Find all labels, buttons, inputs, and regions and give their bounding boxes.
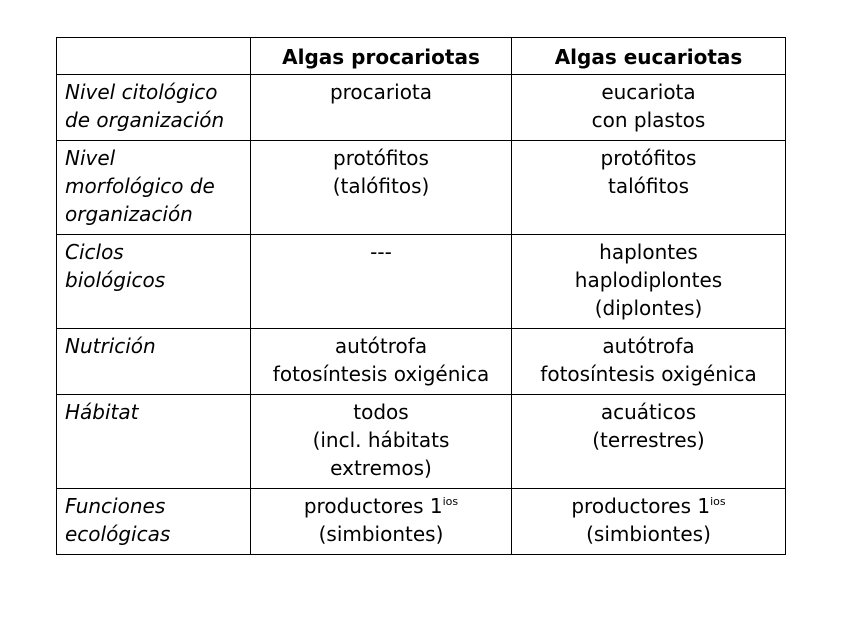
cell-line: autótrofa [602,334,695,358]
cell-line: protófitos [333,146,429,170]
cell-line: extremos) [330,456,432,480]
cell-line: haplontes [599,240,698,264]
cell-eucariotas [512,141,786,235]
cell-text: productores 1 [303,494,443,518]
cell-eucariotas [512,489,786,555]
row-label-line: biológicos [65,268,166,292]
cell-line: fotosíntesis oxigénica [540,362,757,386]
cell-line: protófitos [600,146,697,170]
table-row [57,329,786,395]
row-label-line: Nivel [65,146,116,170]
corner-cell [57,38,251,75]
cell-text: productores 1 [571,494,711,518]
cell-line: eucariota [601,80,696,104]
header-row [57,38,786,75]
cell-line [520,492,777,520]
row-label [57,395,251,489]
cell-procariotas [251,395,512,489]
cell-line: procariota [329,80,433,104]
row-label-line: Nutrición [65,334,156,358]
table-row [57,395,786,489]
cell-line: (terrestres) [592,428,705,452]
row-label [57,235,251,329]
row-label-line: Hábitat [65,400,139,424]
cell-eucariotas [512,235,786,329]
table-row [57,489,786,555]
cell-eucariotas [512,329,786,395]
cell-line [259,492,503,520]
cell-line: --- [370,240,392,264]
row-label [57,141,251,235]
superscript: ios [710,495,726,508]
cell-procariotas [251,141,512,235]
cell-line: con plastos [591,108,706,132]
row-label-line: organización [65,202,193,226]
cell-line: fotosíntesis oxigénica [272,362,490,386]
row-label [57,329,251,395]
cell-line: (talófitos) [332,174,430,198]
cell-line: todos [353,400,409,424]
cell-procariotas [251,489,512,555]
row-label-line: morfológico de [65,174,215,198]
table-row [57,235,786,329]
cell-line: (incl. hábitats [312,428,450,452]
row-label-line: de organización [65,108,225,132]
row-label [57,489,251,555]
header-algas-procariotas: Algas procariotas [251,38,512,75]
row-label-line: Ciclos [65,240,124,264]
table-row [57,141,786,235]
cell-eucariotas [512,75,786,141]
row-label-line: Nivel citológico [65,80,218,104]
cell-line: haplodiplontes [574,268,723,292]
row-label-line: Funciones [65,494,166,518]
cell-procariotas [251,235,512,329]
cell-line: (simbiontes) [586,522,711,546]
cell-procariotas [251,75,512,141]
superscript: ios [442,495,459,508]
cell-line: acuáticos [600,400,697,424]
cell-line: talófitos [608,174,689,198]
row-label [57,75,251,141]
cell-eucariotas [512,395,786,489]
table-row [57,75,786,141]
cell-line: (diplontes) [594,296,703,320]
cell-line: (simbiontes) [318,522,444,546]
comparison-table [56,37,786,555]
cell-line: autótrofa [334,334,428,358]
row-label-line: ecológicas [65,522,171,546]
cell-procariotas [251,329,512,395]
header-algas-eucariotas: Algas eucariotas [512,38,786,75]
